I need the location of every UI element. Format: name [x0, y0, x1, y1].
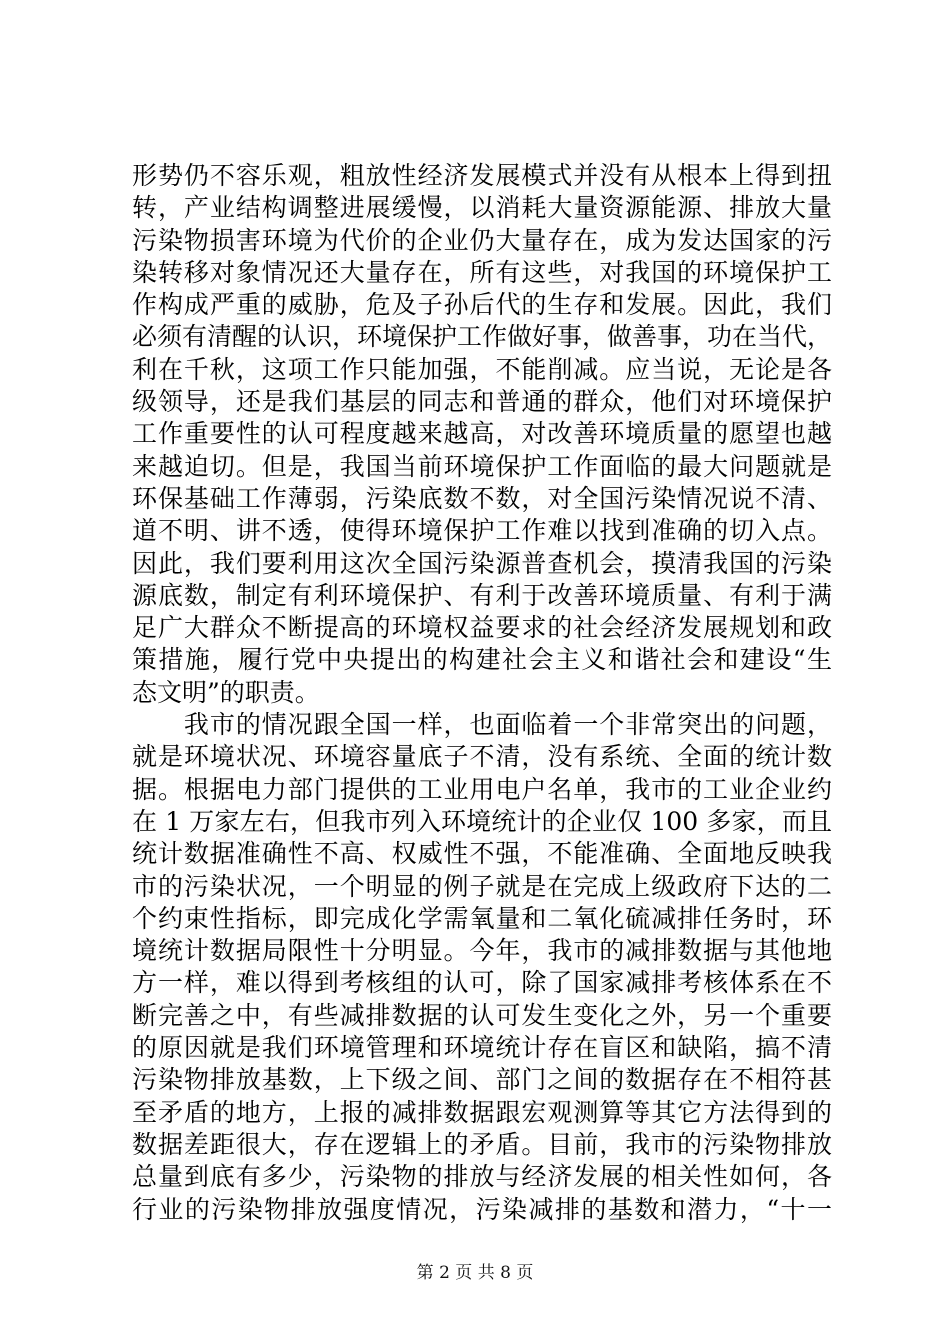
text-line: 足广大群众不断提高的环境权益要求的社会经济发展规划和政	[132, 613, 832, 643]
body-text	[132, 160, 832, 1226]
text-line: 因此，我们要利用这次全国污染源普查机会，摸清我国的污染	[132, 548, 832, 578]
text-line: 态文明”的职责。	[132, 677, 320, 707]
text-line: 个约束性指标，即完成化学需氧量和二氧化硫减排任务时，环	[132, 903, 832, 933]
text-line: 就是环境状况、环境容量底子不清，没有系统、全面的统计数	[132, 742, 832, 772]
text-line: 总量到底有多少，污染物的排放与经济发展的相关性如何，各	[132, 1162, 832, 1192]
text-line: 道不明、讲不透，使得环境保护工作难以找到准确的切入点。	[132, 516, 832, 546]
text-line: 至矛盾的地方，上报的减排数据跟宏观测算等其它方法得到的	[132, 1097, 832, 1127]
text-line: 市的污染状况，一个明显的例子就是在完成上级政府下达的二	[132, 871, 832, 901]
text-line: 数据差距很大，存在逻辑上的矛盾。目前，我市的污染物排放	[132, 1129, 832, 1159]
text-line: 方一样，难以得到考核组的认可，除了国家减排考核体系在不	[132, 968, 832, 998]
text-line: 据。根据电力部门提供的工业用电户名单，我市的工业企业约	[132, 774, 832, 804]
text-line: 行业的污染物排放强度情况，污染减排的基数和潜力，“十一	[132, 1194, 832, 1224]
text-line: 级领导，还是我们基层的同志和普通的群众，他们对环境保护	[132, 387, 832, 417]
text-line: 境统计数据局限性十分明显。今年，我市的减排数据与其他地	[132, 936, 832, 966]
text-line: 污染物排放基数，上下级之间、部门之间的数据存在不相符甚	[132, 1065, 832, 1095]
text-line: 在 1 万家左右，但我市列入环境统计的企业仅 100 多家，而且	[132, 806, 832, 836]
text-line: 染转移对象情况还大量存在，所有这些，对我国的环境保护工	[132, 257, 832, 287]
text-line: 转，产业结构调整进展缓慢，以消耗大量资源能源、排放大量	[132, 193, 832, 223]
page-footer: 第 2 页 共 8 页	[416, 1263, 534, 1283]
text-line: 断完善之中，有些减排数据的认可发生变化之外，另一个重要	[132, 1000, 832, 1030]
text-line: 必须有清醒的认识，环境保护工作做好事，做善事，功在当代，	[132, 322, 833, 352]
text-line: 统计数据准确性不高、权威性不强，不能准确、全面地反映我	[132, 839, 832, 869]
text-line: 工作重要性的认可程度越来越高，对改善环境质量的愿望也越	[132, 419, 832, 449]
text-line: 形势仍不容乐观，粗放性经济发展模式并没有从根本上得到扭	[132, 161, 832, 190]
text-line: 利在千秋，这项工作只能加强，不能削减。应当说，无论是各	[132, 354, 832, 384]
text-line: 来越迫切。但是，我国当前环境保护工作面临的最大问题就是	[132, 451, 832, 481]
text-line: 的原因就是我们环境管理和环境统计存在盲区和缺陷，搞不清	[132, 1033, 832, 1063]
text-line: 源底数，制定有利环境保护、有利于改善环境质量、有利于满	[132, 580, 832, 610]
text-line: 策措施，履行党中央提出的构建社会主义和谐社会和建设“生	[132, 645, 832, 675]
text-line: 我市的情况跟全国一样，也面临着一个非常突出的问题，	[132, 710, 832, 740]
text-line: 环保基础工作薄弱，污染底数不数，对全国污染情况说不清、	[132, 483, 832, 513]
text-line: 污染物损害环境为代价的企业仍大量存在，成为发达国家的污	[132, 225, 832, 255]
text-line: 作构成严重的威胁，危及子孙后代的生存和发展。因此，我们	[132, 290, 832, 320]
